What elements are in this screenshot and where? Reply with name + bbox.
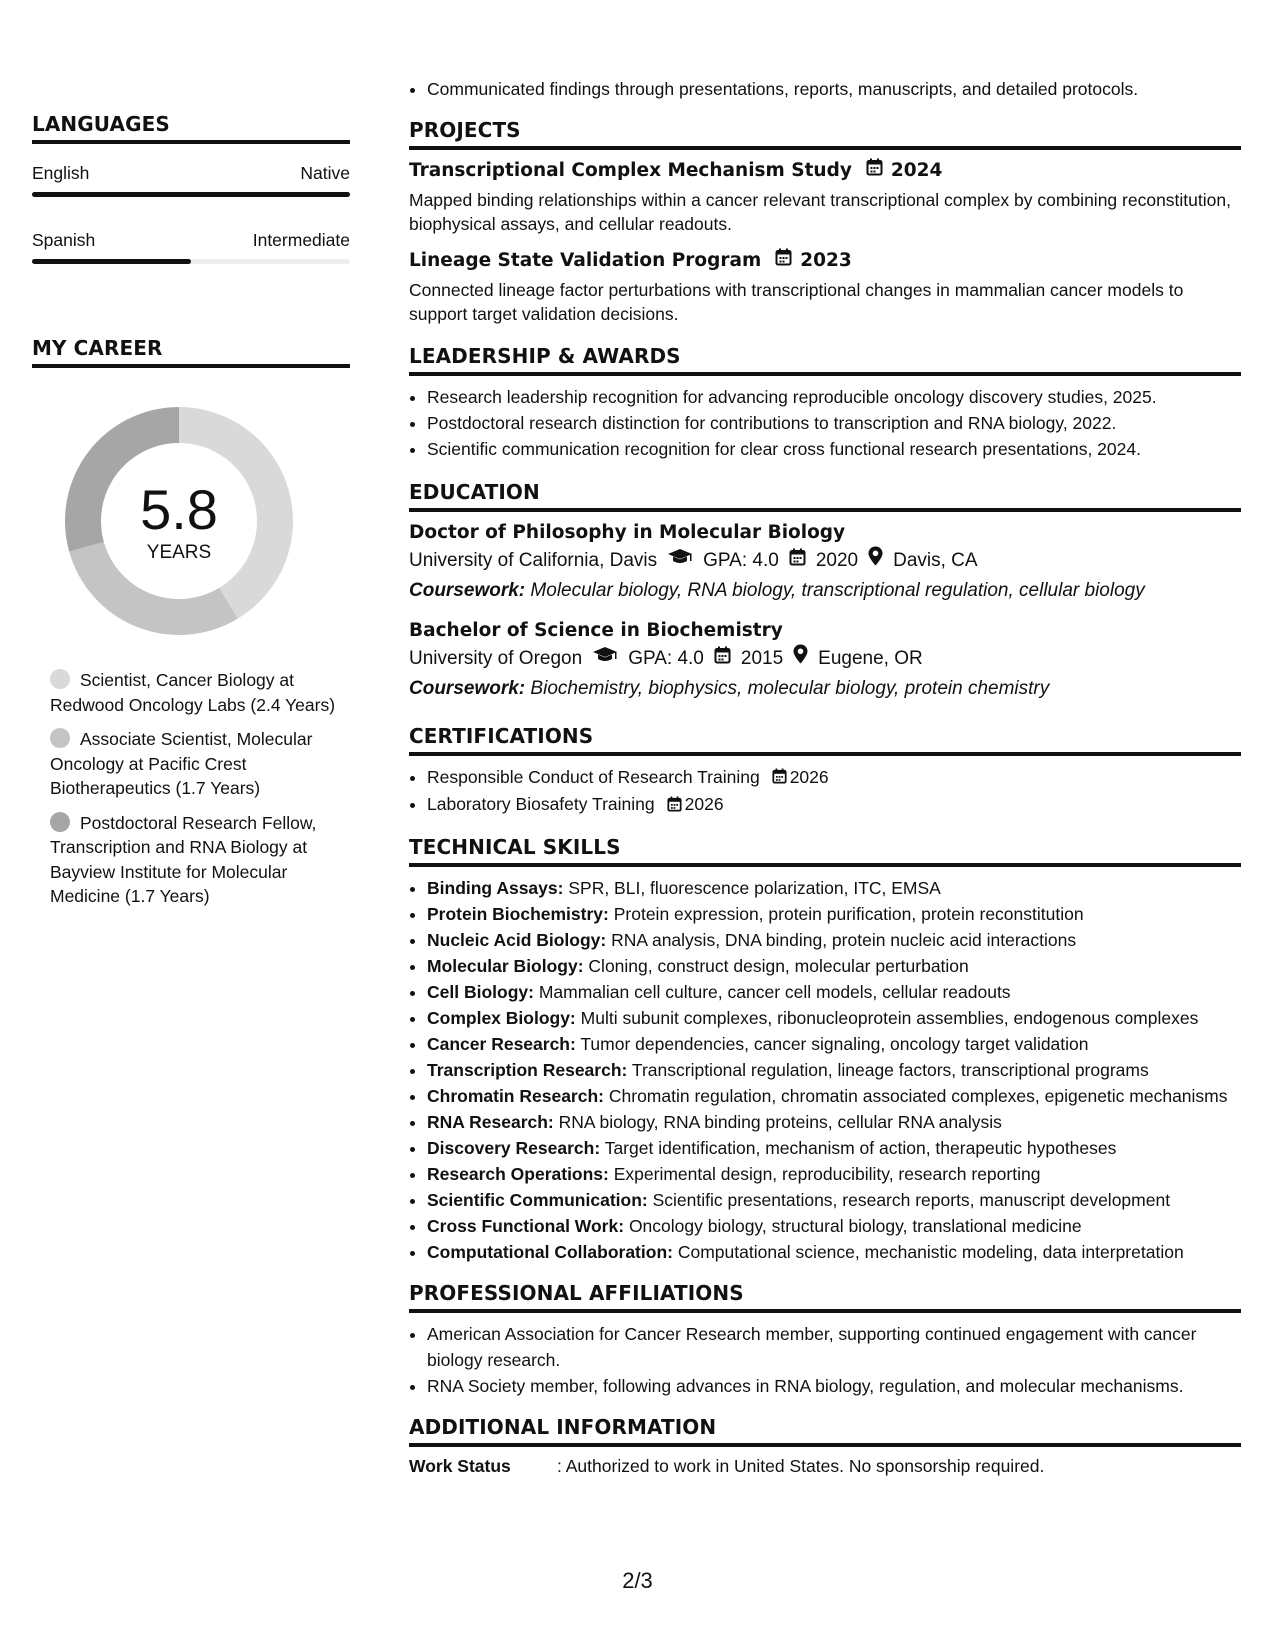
page-number: 2/3 (622, 1568, 653, 1593)
work-status-value: : Authorized to work in United States. No sponsorship required. (557, 1455, 1045, 1476)
skill-item (427, 979, 1241, 1005)
skills-list (409, 875, 1241, 1265)
skill-item (427, 1187, 1241, 1213)
school-location: Davis, CA (893, 550, 978, 571)
skill-text: RNA biology, RNA binding proteins, cellular RNA analysis (558, 1111, 1002, 1132)
skill-label: Binding Assays: (427, 877, 564, 898)
skill-item (427, 1109, 1241, 1135)
skill-text: Target identification, mechanism of action, therapeutic hypotheses (604, 1137, 1117, 1158)
language-spanish (32, 227, 350, 264)
list-item: • Postdoctoral research distinction for contributions to transcription and RNA biology, 2022. (427, 410, 1241, 436)
skill-text: Multi subunit complexes, ribonucleoprotein assemblies, endogenous complexes (580, 1007, 1199, 1028)
gpa: GPA: 4.0 (628, 648, 704, 669)
skill-text: Protein expression, protein purification, protein reconstitution (613, 903, 1084, 924)
project-name: Lineage State Validation Program (409, 250, 762, 271)
calendar-icon (775, 248, 792, 274)
certification-year: 2026 (684, 794, 724, 815)
work-status-label: Work Status (409, 1455, 511, 1476)
skill-label: Cross Functional Work: (427, 1215, 625, 1236)
language-english (32, 160, 350, 197)
certification-name: Responsible Conduct of Research Training (427, 767, 760, 787)
proficiency-fill (32, 192, 350, 197)
career-role-text: Associate Scientist, Molecular Oncology at Pacific Crest Biotherapeutics (1.7 Years) (50, 729, 313, 798)
calendar-icon (714, 644, 731, 674)
skill-item (427, 901, 1241, 927)
skill-label: RNA Research: (427, 1111, 554, 1132)
skill-item (427, 1005, 1241, 1031)
list-item: • RNA Society member, following advances in RNA biology, regulation, and molecular mechanisms. (427, 1373, 1241, 1399)
skill-label: Cancer Research: (427, 1033, 576, 1054)
skill-item (427, 927, 1241, 953)
career-heading: MY CAREER (32, 336, 350, 368)
school-name: University of Oregon (409, 648, 583, 669)
project-item (409, 158, 1241, 236)
list-item: • American Association for Cancer Research member, supporting continued engagement with cancer biology research. (427, 1321, 1241, 1373)
skills-heading: TECHNICAL SKILLS (409, 835, 1241, 867)
location-pin-icon (793, 644, 808, 674)
skill-text: Oncology biology, structural biology, translational medicine (628, 1215, 1082, 1236)
career-role (50, 727, 350, 801)
school-location: Eugene, OR (818, 648, 923, 669)
projects-heading: PROJECTS (409, 118, 1241, 150)
career-legend (32, 668, 350, 909)
skill-text: RNA analysis, DNA binding, protein nucleic acid interactions (611, 929, 1077, 950)
skill-label: Complex Biology: (427, 1007, 576, 1028)
list-item: • Scientific communication recognition for clear cross functional research presentations, 2024. (427, 436, 1241, 462)
skill-item (427, 1213, 1241, 1239)
calendar-icon (667, 793, 682, 819)
coursework-text: Biochemistry, biophysics, molecular biology, protein chemistry (530, 678, 1050, 699)
skill-label: Discovery Research: (427, 1137, 601, 1158)
skill-text: Computational science, mechanistic modeling, data interpretation (677, 1241, 1184, 1262)
career-role-text: Postdoctoral Research Fellow, Transcription and RNA Biology at Bayview Institute for Molecular Medicine (1.7 Years) (50, 812, 317, 906)
gpa: GPA: 4.0 (703, 550, 779, 571)
skill-item (427, 1135, 1241, 1161)
calendar-icon (866, 158, 883, 184)
legend-dot (50, 728, 70, 748)
list-item (427, 764, 1241, 791)
project-year: 2023 (800, 250, 852, 271)
language-level: Native (300, 163, 350, 183)
education-heading: EDUCATION (409, 480, 1241, 512)
graduation-year: 2020 (815, 550, 859, 571)
career-role (50, 811, 350, 909)
proficiency-fill (32, 259, 191, 264)
work-status (409, 1453, 1241, 1479)
education-item (409, 618, 1241, 704)
education-item (409, 520, 1241, 606)
calendar-icon (772, 765, 787, 791)
experience-tail-list (409, 76, 1241, 102)
career-donut-chart (64, 406, 294, 636)
skill-label: Nucleic Acid Biology: (427, 929, 607, 950)
project-name: Transcriptional Complex Mechanism Study (409, 160, 852, 181)
languages-heading: LANGUAGES (32, 112, 350, 144)
location-pin-icon (868, 546, 883, 576)
skill-text: SPR, BLI, fluorescence polarization, ITC, EMSA (568, 877, 941, 898)
career-role (50, 668, 350, 717)
school-name: University of California, Davis (409, 550, 658, 571)
skill-item (427, 1083, 1241, 1109)
project-item (409, 248, 1241, 326)
proficiency-bar (32, 259, 350, 264)
graduation-year: 2015 (740, 648, 784, 669)
degree-title: Doctor of Philosophy in Molecular Biology (409, 522, 846, 543)
skill-item (427, 1239, 1241, 1265)
career-role-text: Scientist, Cancer Biology at Redwood Oncology Labs (2.4 Years) (50, 670, 336, 715)
certifications-heading: CERTIFICATIONS (409, 724, 1241, 756)
list-item: • Research leadership recognition for advancing reproducible oncology discovery studies, 2025. (427, 384, 1241, 410)
skill-label: Cell Biology: (427, 981, 534, 1002)
skill-label: Scientific Communication: (427, 1189, 648, 1210)
skill-item (427, 1031, 1241, 1057)
project-description: Connected lineage factor perturbations with transcriptional changes in mammalian cancer models to support target validation decisions. (409, 280, 1184, 324)
skill-item (427, 1057, 1241, 1083)
legend-dot (50, 812, 70, 832)
certification-name: Laboratory Biosafety Training (427, 794, 655, 815)
main-content (409, 76, 1241, 1479)
graduation-cap-icon (667, 546, 693, 576)
affiliations-heading: PROFESSIONAL AFFILIATIONS (409, 1281, 1241, 1313)
skill-label: Research Operations: (427, 1163, 609, 1184)
career-total-years: 5.8 (140, 478, 218, 541)
coursework (409, 576, 1241, 606)
additional-heading: ADDITIONAL INFORMATION (409, 1415, 1241, 1447)
calendar-icon (789, 546, 806, 576)
skill-text: Tumor dependencies, cancer signaling, oncology target validation (580, 1033, 1089, 1054)
skill-label: Transcription Research: (427, 1059, 628, 1080)
skill-text: Transcriptional regulation, lineage factors, transcriptional programs (631, 1059, 1149, 1080)
project-year: 2024 (890, 160, 943, 181)
coursework-label: Coursework: (409, 678, 526, 699)
skill-text: Experimental design, reproducibility, research reporting (613, 1163, 1041, 1184)
skill-item (427, 1161, 1241, 1187)
graduation-cap-icon (592, 644, 618, 674)
project-description: Mapped binding relationships within a cancer relevant transcriptional complex by combining reconstitution, biophysical assays, and cellular readouts. (409, 190, 1231, 234)
coursework (409, 674, 1241, 704)
coursework-label: Coursework: (409, 580, 526, 601)
language-level: Intermediate (252, 230, 350, 250)
coursework-text: Molecular biology, RNA biology, transcriptional regulation, cellular biology (530, 580, 1145, 601)
skill-text: Chromatin regulation, chromatin associated complexes, epigenetic mechanisms (608, 1085, 1228, 1106)
skill-text: Mammalian cell culture, cancer cell models, cellular readouts (538, 981, 1011, 1002)
list-item (427, 791, 1241, 818)
sidebar (32, 112, 350, 919)
legend-dot (50, 669, 70, 689)
skill-label: Chromatin Research: (427, 1085, 604, 1106)
skill-label: Protein Biochemistry: (427, 903, 609, 924)
skill-item (427, 953, 1241, 979)
language-name: English (32, 163, 90, 183)
leadership-list (409, 384, 1241, 462)
skill-label: Computational Collaboration: (427, 1241, 673, 1262)
career-years-unit: YEARS (146, 542, 212, 563)
leadership-heading: LEADERSHIP & AWARDS (409, 344, 1241, 376)
degree-title: Bachelor of Science in Biochemistry (409, 620, 783, 641)
skill-item (427, 875, 1241, 901)
proficiency-bar (32, 192, 350, 197)
certification-year: 2026 (789, 767, 829, 787)
language-name: Spanish (32, 230, 96, 250)
skill-label: Molecular Biology: (427, 955, 584, 976)
affiliations-list (409, 1321, 1241, 1399)
certifications-list (409, 764, 1241, 819)
skill-text: Cloning, construct design, molecular perturbation (588, 955, 969, 976)
skill-text: Scientific presentations, research reports, manuscript development (652, 1189, 1171, 1210)
list-item: • Communicated findings through presentations, reports, manuscripts, and detailed protocols. (427, 76, 1241, 102)
